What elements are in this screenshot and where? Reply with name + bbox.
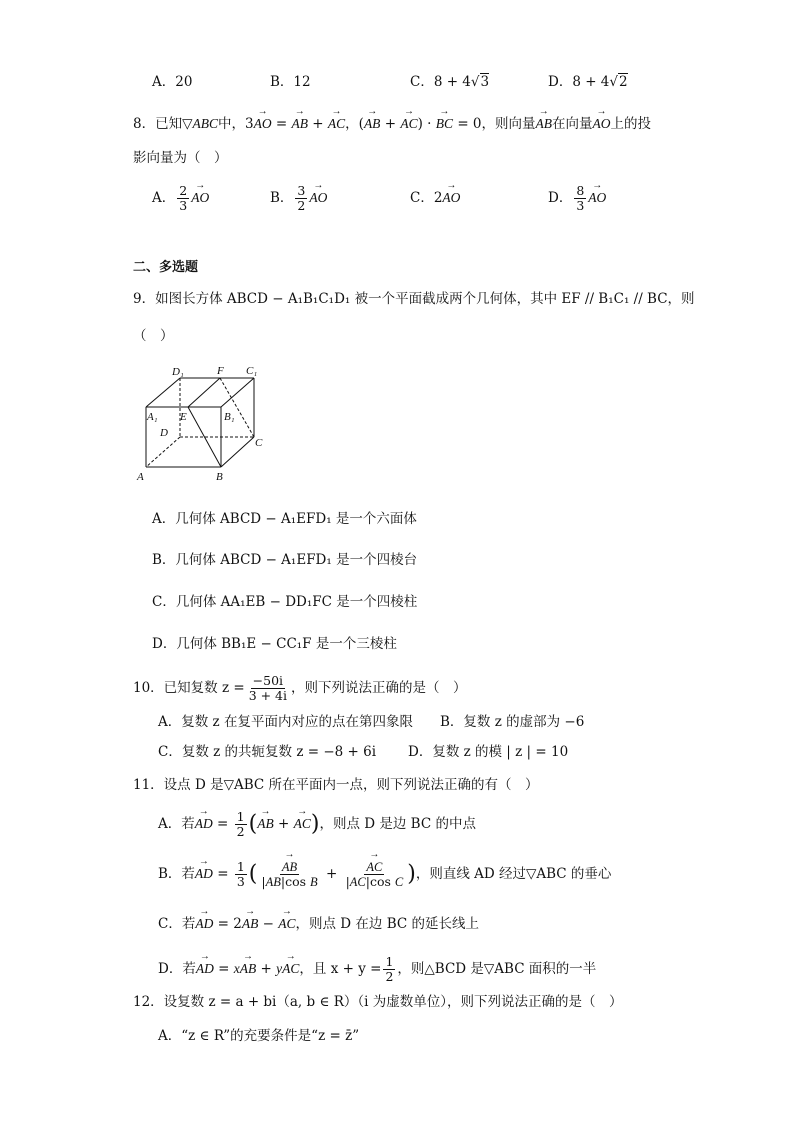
q8-option-a: A． $\frac{2}{3}$ → AO <box>152 184 209 213</box>
q8-stem-line2: 影向量为（ ） <box>133 150 228 166</box>
q12-option-a: A．“z ∈ R”的充要条件是“z = z̄” <box>158 1028 360 1044</box>
q7-option-a: A．20 <box>152 74 193 90</box>
q9-option-a: A．几何体 ABCD − A₁EFD₁ 是一个六面体 <box>152 511 417 527</box>
q8-option-c: C．2→ AO <box>410 188 460 208</box>
label-D1: D₁ <box>172 366 184 378</box>
q7-option-b: B．12 <box>270 74 311 90</box>
q9-paren: （ ） <box>133 328 174 344</box>
q9-stem: 9．如图长方体 ABCD − A₁B₁C₁D₁ 被一个平面截成两个几何体，其中 EF // B₁C₁ // BC，则 <box>133 291 695 307</box>
q11-option-a: A．若→ AD = $\frac{1}{2}$ (→ AB + → AC)，则点 D 是边 BC 的中点 <box>158 810 476 839</box>
q10-option-b: B．复数 z 的虚部为 −6 <box>440 714 585 730</box>
label-A: A <box>137 471 144 483</box>
q7-option-c: C．8 + 4√3 <box>410 74 490 90</box>
q10-option-c: C．复数 z 的共轭复数 z = −8 + 6i <box>158 744 377 760</box>
q9-option-c: C．几何体 AA₁EB − DD₁FC 是一个四棱柱 <box>152 594 418 610</box>
q7-option-d: D．8 + 4√2 <box>548 74 628 90</box>
q8-stem: 8．已知▽ABC中，3→ AO = → AB + → AC，(→ AB + → AC) · → BC = 0，则向量→ AB在向量→ AO上的投 <box>133 114 651 134</box>
q11-option-c: C．若→ AD = 2→ AB − → AC，则点 D 在边 BC 的延长线上 <box>158 914 479 934</box>
q10-stem: 10．已知复数 z = $\frac{-50i}{3 + 4i}$ ，则下列说法正确的是（ ） <box>133 673 467 703</box>
section-heading: 二、多选题 <box>133 260 199 275</box>
q8-option-b: B． $\frac{3}{2}$ → AO <box>270 184 327 213</box>
label-B1: B₁ <box>224 411 235 423</box>
q11-option-d: D．若→ AD = x→ AB + y→ AC，且 x + y = $\frac{1}{2}$ ，则△BCD 是▽ABC 面积的一半 <box>158 955 596 984</box>
q9-option-b: B．几何体 ABCD − A₁EFD₁ 是一个四棱台 <box>152 552 418 568</box>
cuboid-figure <box>128 362 276 486</box>
label-F: F <box>217 365 224 377</box>
q9-option-d: D．几何体 BB₁E − CC₁F 是一个三棱柱 <box>152 636 397 652</box>
label-D: D <box>160 427 168 439</box>
label-A1: A₁ <box>147 411 158 423</box>
label-B: B <box>216 471 223 483</box>
q10-option-d: D．复数 z 的模 | z | = 10 <box>408 744 569 760</box>
label-C: C <box>255 437 263 449</box>
label-E: E <box>180 411 187 423</box>
q11-stem: 11．设点 D 是▽ABC 所在平面内一点，则下列说法正确的有（ ） <box>133 777 539 793</box>
label-C1: C₁ <box>246 365 258 377</box>
q12-stem: 12．设复数 z = a + bi（a, b ∈ R）（i 为虚数单位），则下列说法正确的是（ ） <box>133 994 623 1010</box>
q8-option-d: D． $\frac{8}{3}$ → AO <box>548 184 606 213</box>
q11-option-b: B．若→ AD = $\frac{1}{3}$ ( → $\frac{AB}{\text{|AB|cos B}}$ + → $\frac{AC}{\text{|AC|cos C}}$ )，则直线 AD 经过▽ABC 的垂心 <box>158 860 611 889</box>
q10-option-a: A．复数 z 在复平面内对应的点在第四象限 <box>158 714 413 730</box>
